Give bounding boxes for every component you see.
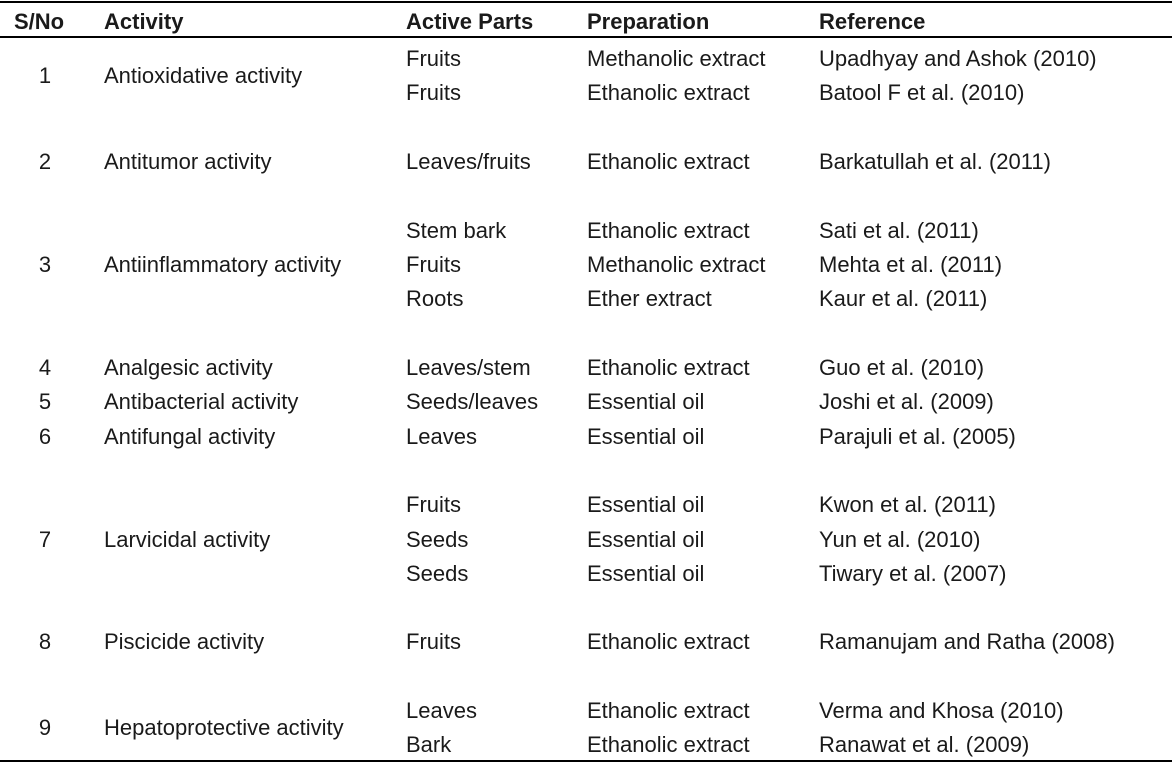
table-top-rule [0, 1, 1172, 3]
activity-name: Antifungal activity [104, 424, 276, 449]
active-part: Fruits [406, 80, 461, 105]
preparation: Ethanolic extract [587, 629, 750, 654]
active-part: Leaves/fruits [406, 149, 531, 174]
row-number: 6 [38, 424, 52, 449]
row-number: 2 [38, 149, 52, 174]
reference: Batool F et al. (2010) [819, 80, 1025, 105]
preparation: Ethanolic extract [587, 218, 750, 243]
reference: Yun et al. (2010) [819, 527, 981, 552]
reference: Tiwary et al. (2007) [819, 561, 1007, 586]
row-number: 7 [38, 527, 52, 552]
reference: Barkatullah et al. (2011) [819, 149, 1051, 174]
active-part: Stem bark [406, 218, 507, 243]
activity-name: Antioxidative activity [104, 63, 303, 88]
active-part: Fruits [406, 492, 461, 517]
preparation: Ethanolic extract [587, 355, 750, 380]
row-number: 1 [38, 63, 52, 88]
row-number: 4 [38, 355, 52, 380]
activity-name: Piscicide activity [104, 629, 265, 654]
reference: Upadhyay and Ashok (2010) [819, 46, 1097, 71]
preparation: Essential oil [587, 389, 705, 414]
row-number: 8 [38, 629, 52, 654]
reference: Verma and Khosa (2010) [819, 698, 1064, 723]
preparation: Methanolic extract [587, 46, 766, 71]
preparation: Essential oil [587, 527, 705, 552]
reference: Kwon et al. (2011) [819, 492, 996, 517]
row-number: 3 [38, 252, 52, 277]
preparation: Essential oil [587, 492, 705, 517]
reference: Sati et al. (2011) [819, 218, 979, 243]
active-part: Fruits [406, 46, 461, 71]
preparation: Ethanolic extract [587, 149, 750, 174]
reference: Guo et al. (2010) [819, 355, 985, 380]
activity-name: Hepatoprotective activity [104, 715, 344, 740]
row-number: 5 [38, 389, 52, 414]
reference: Kaur et al. (2011) [819, 286, 988, 311]
activity-name: Larvicidal activity [104, 527, 271, 552]
reference: Mehta et al. (2011) [819, 252, 1003, 277]
activity-name: Antiinflammatory activity [104, 252, 342, 277]
preparation: Methanolic extract [587, 252, 766, 277]
active-part: Bark [406, 732, 452, 757]
header-rule [0, 36, 1172, 38]
preparation: Essential oil [587, 561, 705, 586]
header-active-parts: Active Parts [406, 9, 534, 34]
reference: Ranawat et al. (2009) [819, 732, 1030, 757]
active-part: Leaves [406, 424, 477, 449]
active-part: Leaves [406, 698, 477, 723]
reference: Parajuli et al. (2005) [819, 424, 1016, 449]
header-activity: Activity [104, 9, 184, 34]
header-reference: Reference [819, 9, 926, 34]
active-part: Seeds [406, 527, 469, 552]
row-number: 9 [38, 715, 52, 740]
active-part: Leaves/stem [406, 355, 531, 380]
preparation: Ethanolic extract [587, 698, 750, 723]
preparation: Ether extract [587, 286, 712, 311]
reference: Ramanujam and Ratha (2008) [819, 629, 1115, 654]
preparation: Ethanolic extract [587, 732, 750, 757]
preparation: Essential oil [587, 424, 705, 449]
active-part: Fruits [406, 629, 461, 654]
header-sno: S/No [14, 9, 65, 34]
preparation: Ethanolic extract [587, 80, 750, 105]
reference: Joshi et al. (2009) [819, 389, 994, 414]
activity-name: Antitumor activity [104, 149, 272, 174]
active-part: Roots [406, 286, 464, 311]
active-part: Fruits [406, 252, 461, 277]
activity-name: Analgesic activity [104, 355, 273, 380]
active-part: Seeds [406, 561, 469, 586]
header-preparation: Preparation [587, 9, 710, 34]
active-part: Seeds/leaves [406, 389, 539, 414]
activity-name: Antibacterial activity [104, 389, 299, 414]
